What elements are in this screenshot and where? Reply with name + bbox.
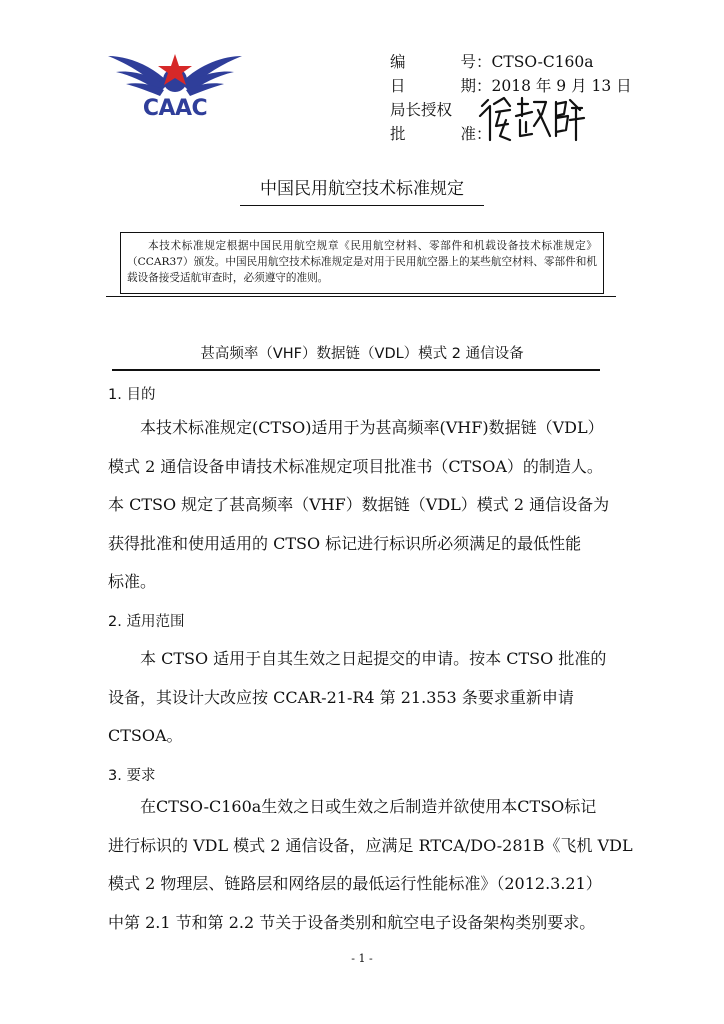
paragraph-line: 在CTSO-C160a生效之日或生效之后制造并欲使用本CTSO标记	[140, 797, 597, 816]
paragraph-line: 模式 2 物理层、链路层和网络层的最低运行性能标准》（2012.3.21）	[108, 874, 602, 893]
paragraph-line: 中第 2.1 节和第 2.2 节关于设备类别和航空电子设备架构类别要求。	[108, 912, 596, 932]
meta-date-key: 日 期	[390, 77, 476, 95]
meta-date-value: ：2018 年 9 月 13 日	[476, 77, 632, 95]
meta-auth-key: 局长授权	[390, 101, 453, 119]
cts-subject-title: 甚高频率（VHF）数据链（VDL）模式 2 通信设备	[200, 346, 524, 362]
meta-number-key: 编 号	[390, 53, 476, 71]
page-number: - 1 -	[351, 952, 373, 965]
notice-divider	[106, 296, 616, 297]
document-title: 中国民用航空技术标准规定	[260, 179, 464, 199]
notice-box: 本技术标准规定根据中国民用航空规章《民用航空材料、零部件和机载设备技术标准规定》（CCAR37）颁发。中国民用航空技术标准规定是对用于民用航空器上的某些航空材料、零部件和机载设备接受适航审查时，必须遵守的准则。	[120, 232, 604, 294]
section-body-scope	[108, 640, 616, 756]
section-heading-scope: 2. 适用范围	[108, 614, 185, 630]
title-underline	[240, 205, 484, 206]
paragraph-line: 模式 2 通信设备申请技术标准规定项目批准书（CTSOA）的制造人。	[108, 456, 603, 476]
meta-number-row	[390, 50, 632, 74]
paragraph-line: 本 CTSO 适用于自其生效之日起提交的申请。按本 CTSO 批准的	[140, 649, 607, 668]
section-heading-purpose: 1. 目的	[108, 387, 156, 403]
paragraph-line: 获得批准和使用适用的 CTSO 标记进行标识所必须满足的最低性能	[108, 533, 582, 553]
meta-number-value: ：CTSO-C160a	[476, 53, 594, 71]
paragraph-line: 设备，其设计大改应按 CCAR-21-R4 第 21.353 条要求重新申请	[108, 687, 574, 707]
paragraph-line: 本 CTSO 规定了甚高频率（VHF）数据链（VDL）模式 2 通信设备为	[108, 495, 610, 514]
paragraph-line: CTSOA。	[108, 726, 183, 745]
caac-emblem-icon	[108, 42, 242, 102]
paragraph-line: 进行标识的 VDL 模式 2 通信设备，应满足 RTCA/DO-281B《飞机 VDL	[108, 835, 633, 855]
logo-text: CAAC	[142, 96, 208, 121]
meta-approve-colon: ：	[476, 125, 492, 143]
paragraph-line: 本技术标准规定(CTSO)适用于为甚高频率(VHF)数据链（VDL）	[140, 418, 604, 437]
meta-date-row	[390, 74, 632, 98]
section-heading-requirements: 3. 要求	[108, 768, 156, 784]
section-body-purpose	[108, 409, 616, 602]
caac-logo	[108, 42, 242, 124]
subject-underline	[112, 369, 600, 371]
section-body-requirements	[108, 788, 633, 942]
meta-approve-key: 批 准	[390, 125, 476, 143]
handwritten-signature	[476, 96, 586, 144]
paragraph-line: 标准。	[108, 572, 157, 591]
